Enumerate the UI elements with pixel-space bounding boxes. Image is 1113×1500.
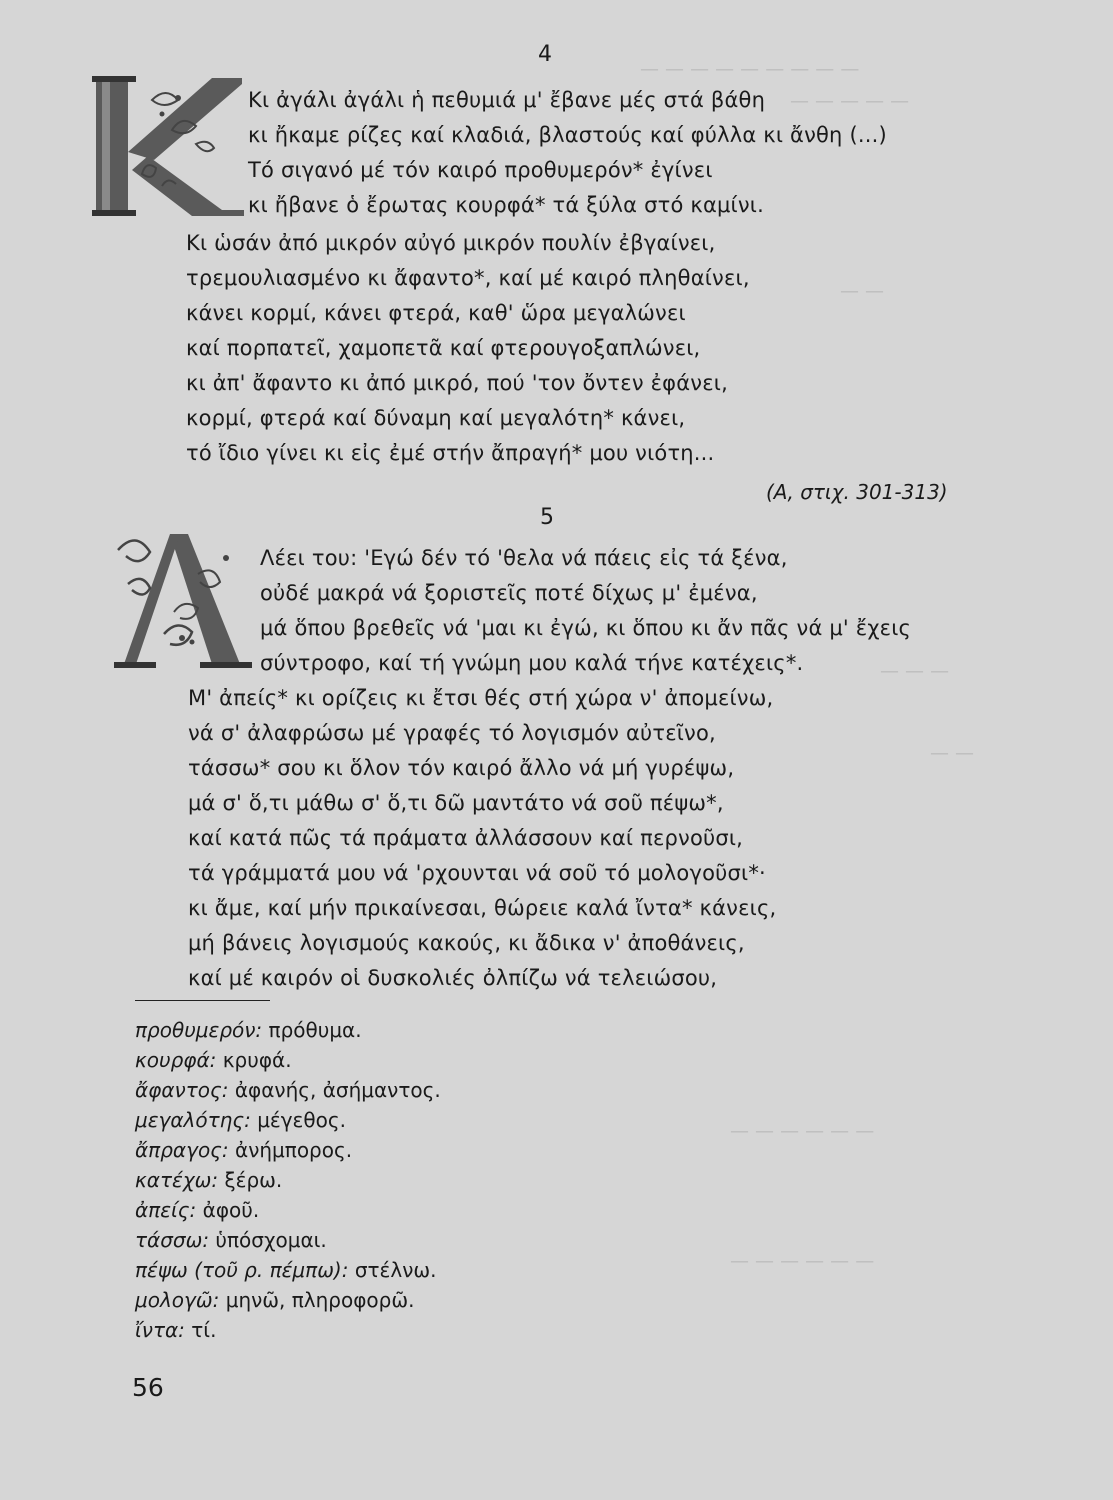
verse-line: κι ἤκαμε ρίζες καί κλαδιά, βλαστούς καί φύλλα κι ἄνθη (...) <box>248 123 887 147</box>
verse-line: κι ἤβανε ὁ ἔρωτας κουρφά* τά ξύλα στό καμίνι. <box>248 193 764 217</box>
verse-line: καί μέ καιρόν οἱ δυσκολιές ὀλπίζω νά τελειώσου, <box>188 966 718 990</box>
footnote <box>135 1258 436 1282</box>
footnote-gloss: μηνῶ, πληροφορῶ. <box>225 1288 415 1312</box>
footnote <box>135 1168 282 1192</box>
page-number: 56 <box>132 1373 164 1402</box>
footnote-gloss: ὑπόσχομαι. <box>215 1228 327 1252</box>
verse-line: νά σ' ἀλαφρώσω μέ γραφές τό λογισμόν αὐτεῖνο, <box>188 721 716 745</box>
verse-line: Κι ὡσάν ἀπό μικρόν αὐγό μικρόν πουλίν ἐβγαίνει, <box>186 231 716 255</box>
footnote-term: ἄπραγος: <box>135 1138 229 1162</box>
verse-line: Λέει του: 'Εγώ δέν τό 'θελα νά πάεις εἰς τά ξένα, <box>260 546 788 570</box>
footnote-term: τάσσω: <box>135 1228 210 1252</box>
footnote <box>135 1078 441 1102</box>
verse-line: τό ἴδιο γίνει κι εἰς ἐμέ στήν ἄπραγή* μου νιότη... <box>186 441 715 465</box>
section-number-5: 5 <box>540 505 554 530</box>
footnote <box>135 1018 362 1042</box>
footnote-term: μεγαλότης: <box>135 1108 251 1132</box>
footnote-term: κουρφά: <box>135 1048 217 1072</box>
footnote <box>135 1198 259 1222</box>
footnote <box>135 1108 346 1132</box>
footnote-gloss: κρυφά. <box>222 1048 292 1072</box>
verse-line: Τό σιγανό μέ τόν καιρό προθυμερόν* ἐγίνει <box>248 158 713 182</box>
book-page: — — — — — — — — — — — — — — — — — — — — — — — — — — — — — — — — — 4 Κι ἀγάλι ἀγάλι ἡ πεθυμιά μ' ἔβανε μές στά βάθη κι ἤκαμε ρίζες καί κλαδιά, βλαστούς καί φύλλα κι ἄνθη (...) Τό σιγανό μέ τόν καιρό προθυμερόν* ἐγίνει κι ἤβανε ὁ ἔρωτας κουρφά* τά ξύλα στό καμίνι. Κι ὡσάν ἀπό μικρόν αὐγό μικρόν πουλίν ἐβγαίνει, τρεμουλιασμένο κι ἄφαντο*, καί μέ καιρό πληθαίνει, κάνει κορμί, κάνει φτερά, καθ' ὥρα μεγαλώνει καί πορπατεῖ, χαμοπετᾶ καί φτερουγοξαπλώνει, κι ἀπ' ἄφαντο κι ἀπό μικρό, πού 'τον ὄντεν ἐφάνει, κορμί, φτερά καί δύναμη καί μεγαλότη* κάνει, τό ἴδιο γίνει κι εἰς ἐμέ στήν ἄπραγή* μου νιότη... (Α, στιχ. 301-313) 5 Λέει του: 'Εγώ δέν τό 'θελα νά πάεις εἰς τά ξένα, οὐδέ μακρά νά ξοριστεῖς ποτέ δίχως μ' ἐμένα, μά ὅπου βρεθεῖς νά 'μαι κι ἐγώ, κι ὅπου κι ἄν πᾶς νά μ' ἔχεις σύντροφο, καί τή γνώμη μου καλά τήνε κατέχεις*. Μ' ἀπείς* κι ορίζεις κι ἔτσι θές στή χώρα ν' ἀπομείνω, νά σ' ἀλαφρώσω μέ γραφές τό λογισμόν αὐτεῖνο, τάσσω* σου κι ὅλον τόν καιρό ἄλλο νά μή γυρέψω, μά σ' ὅ,τι μάθω σ' ὅ,τι δῶ μαντάτο νά σοῦ πέψω*, καί κατά πῶς τά πράματα ἀλλάσσουν καί περνοῦσι, τά γράμματά μου νά 'ρχουνται νά σοῦ τό μολογοῦσι*· κι ἄμε, καί μήν πρικαίνεσαι, θώρειε καλά ἴντα* κάνεις, μή βάνεις λογισμούς κακούς, κι ἄδικα ν' ἀποθάνεις, καί μέ καιρόν οἱ δυσκολιές ὀλπίζω νά τελειώσου, προθυμερόν: πρόθυμα. κουρφά: κρυφά. ἄφαντος: ἀφανής, ἀσήμαντος. μεγαλότης: μέγεθος. ἄπραγος: ἀνήμπορος. κατέχω: ξέρω. ἀπείς: ἀφοῦ. τάσσω: ὑπόσχομαι. πέψω (τοῦ ρ. πέμπω): στέλνω. μολογῶ: μηνῶ, πληροφορῶ. ἴντα: τί. 56 <box>0 0 1113 1500</box>
verse-line: τάσσω* σου κι ὅλον τόν καιρό ἄλλο νά μή γυρέψω, <box>188 756 735 780</box>
verse-line: κι ἄμε, καί μήν πρικαίνεσαι, θώρειε καλά ἴντα* κάνεις, <box>188 896 777 920</box>
footnote-term: πέψω (τοῦ ρ. πέμπω): <box>135 1258 349 1282</box>
footnote <box>135 1318 216 1342</box>
footnote-gloss: τί. <box>191 1318 217 1342</box>
verse-line: καί κατά πῶς τά πράματα ἀλλάσσουν καί περνοῦσι, <box>188 826 744 850</box>
verse-line: μά ὅπου βρεθεῖς νά 'μαι κι ἐγώ, κι ὅπου κι ἄν πᾶς νά μ' ἔχεις <box>260 616 912 640</box>
verse-line: οὐδέ μακρά νά ξοριστεῖς ποτέ δίχως μ' ἐμένα, <box>260 581 758 605</box>
verse-line: Μ' ἀπείς* κι ορίζεις κι ἔτσι θές στή χώρα ν' ἀπομείνω, <box>188 686 774 710</box>
verse-line: καί πορπατεῖ, χαμοπετᾶ καί φτερουγοξαπλώνει, <box>186 336 701 360</box>
footnote-gloss: στέλνω. <box>354 1258 437 1282</box>
footnote-gloss: ξέρω. <box>224 1168 283 1192</box>
verse-line: κορμί, φτερά καί δύναμη καί μεγαλότη* κάνει, <box>186 406 686 430</box>
verse-reference: (Α, στιχ. 301-313) <box>766 480 948 504</box>
footnote-gloss: πρόθυμα. <box>268 1018 362 1042</box>
verse-line: τρεμουλιασμένο κι ἄφαντο*, καί μέ καιρό πληθαίνει, <box>186 266 750 290</box>
footnote <box>135 1288 414 1312</box>
footnote-gloss: ἀνήμπορος. <box>235 1138 353 1162</box>
footnote-gloss: μέγεθος. <box>257 1108 346 1132</box>
footnote-term: κατέχω: <box>135 1168 219 1192</box>
verse-line: κάνει κορμί, κάνει φτερά, καθ' ὥρα μεγαλώνει <box>186 301 686 325</box>
footnote-gloss: ἀφοῦ. <box>202 1198 260 1222</box>
footnote-rule <box>135 1000 270 1001</box>
verse-line: μή βάνεις λογισμούς κακούς, κι ἄδικα ν' ἀποθάνεις, <box>188 931 745 955</box>
footnote <box>135 1138 352 1162</box>
footnote <box>135 1048 292 1072</box>
verse-line: κι ἀπ' ἄφαντο κι ἀπό μικρό, πού 'τον ὄντεν ἐφάνει, <box>186 371 728 395</box>
verse-line: Κι ἀγάλι ἀγάλι ἡ πεθυμιά μ' ἔβανε μές στά βάθη <box>248 88 766 112</box>
footnote-term: μολογῶ: <box>135 1288 220 1312</box>
verse-line: σύντροφο, καί τή γνώμη μου καλά τήνε κατέχεις*. <box>260 651 804 675</box>
verse-line: τά γράμματά μου νά 'ρχουνται νά σοῦ τό μολογοῦσι*· <box>188 861 766 885</box>
footnote-term: ἴντα: <box>135 1318 185 1342</box>
footnote-term: ἀπείς: <box>135 1198 197 1222</box>
footnote-term: ἄφαντος: <box>135 1078 229 1102</box>
verse-line: μά σ' ὅ,τι μάθω σ' ὅ,τι δῶ μαντάτο νά σοῦ πέψω*, <box>188 791 724 815</box>
drop-cap-k <box>92 74 244 219</box>
footnote-term: προθυμερόν: <box>135 1018 263 1042</box>
footnote-gloss: ἀφανής, ἀσήμαντος. <box>234 1078 441 1102</box>
drop-cap-l <box>108 530 256 672</box>
footnote <box>135 1228 327 1252</box>
section-number-4: 4 <box>538 42 552 67</box>
